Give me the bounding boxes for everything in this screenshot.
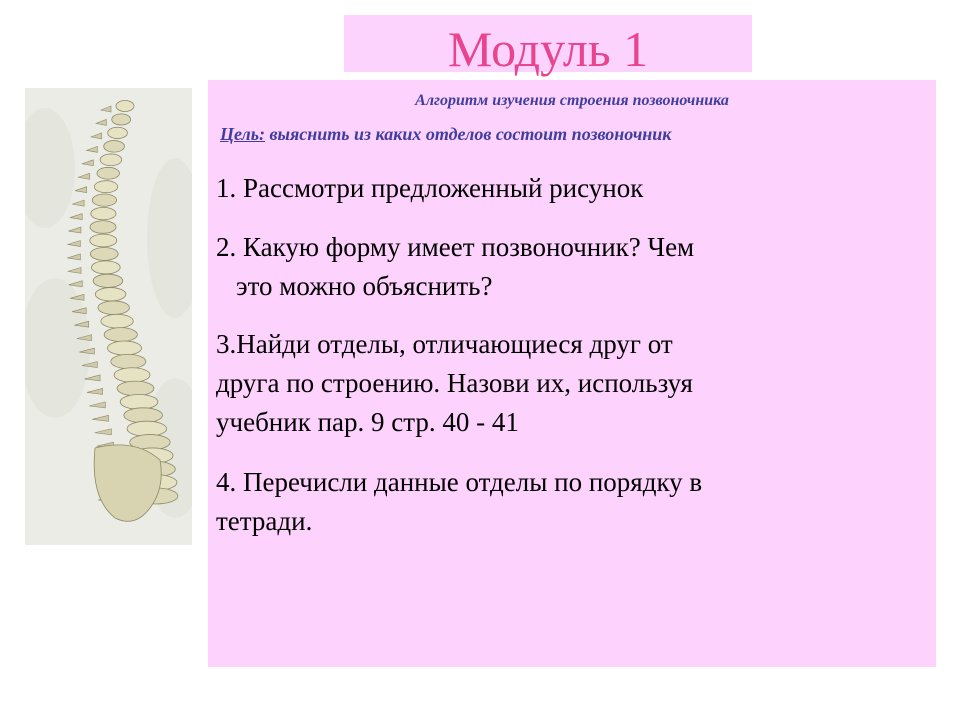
step-2-line-2: это можно объяснить? bbox=[236, 271, 493, 301]
step-2 bbox=[216, 228, 924, 306]
content-panel bbox=[208, 80, 936, 667]
algorithm-subtitle: Алгоритм изучения строения позвоночника bbox=[415, 92, 729, 109]
spine-illustration-icon bbox=[25, 88, 192, 545]
slide-title: Модуль 1 bbox=[447, 21, 649, 77]
spine-panel bbox=[25, 88, 192, 545]
step-3 bbox=[216, 325, 924, 442]
step-4-line-1: 4. Перечисли данные отделы по порядку в bbox=[216, 467, 703, 497]
step-3-line-2: друга по строению. Назови их, используя bbox=[216, 368, 693, 398]
title-box bbox=[344, 15, 752, 77]
step-4-line-2: тетради. bbox=[216, 506, 313, 536]
step-1-line-1: 1. Рассмотри предложенный рисунок bbox=[216, 173, 644, 203]
step-3-line-3: учебник пар. 9 стр. 40 - 41 bbox=[216, 407, 519, 437]
goal-text: выяснить из каких отделов состоит позвоночник bbox=[265, 124, 672, 144]
goal-label: Цель: bbox=[220, 124, 265, 144]
step-1 bbox=[216, 169, 924, 208]
step-2-line-1: 2. Какую форму имеет позвоночник? Чем bbox=[216, 232, 695, 262]
step-4 bbox=[216, 463, 924, 541]
goal-line bbox=[220, 123, 930, 155]
step-3-line-1: 3.Найди отделы, отличающиеся друг от bbox=[216, 329, 673, 359]
